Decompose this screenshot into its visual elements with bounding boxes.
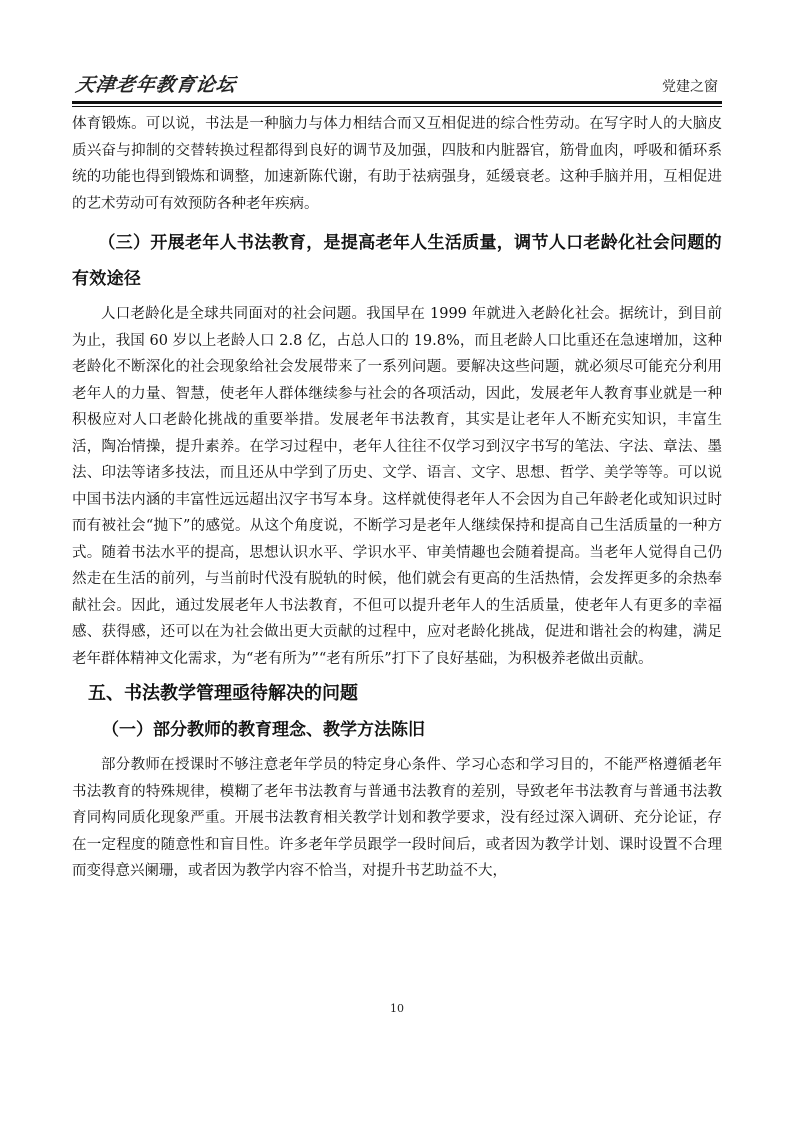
paragraph-aging: 人口老龄化是全球共同面对的社会问题。我国早在 1999 年就进入老龄化社会。据统计，到目前为止，我国 60 岁以上老龄人口 2.8 亿，占总人口的 19.8%，而且老龄人口比重还在急速增加，这种老龄化不断深化的社会现象给社会发展带来了一系列问题。要解决这些问题，就必须尽可能充分利用老年人的力量、智慧，使老年人群体继续参与社会的各项活动，因此，发展老年人教育事业就是一种积极应对人口老龄化挑战的重要举措。发展老年书法教育，其实是让老年人不断充实知识，丰富生活，陶冶情操，提升素养。在学习过程中，老年人往往不仅学习到汉字书写的笔法、字法、章法、墨法、印法等诸多技法，而且还从中学到了历史、文学、语言、文字、思想、哲学、美学等等。可以说中国书法内涵的丰富性远远超出汉字书写本身。这样就使得老年人不会因为自己年龄老化或知识过时而有被社会“抛下”的感觉。从这个角度说，不断学习是老年人继续保持和提高自己生活质量的一种方式。随着书法水平的提高，思想认识水平、学识水平、审美情趣也会随着提高。当老年人觉得自己仍然走在生活的前列，与当前时代没有脱轨的时候，他们就会有更高的生活热情，会发挥更多的余热奉献社会。因此，通过发展老年人书法教育，不但可以提升老年人的生活质量，使老年人有更多的幸福感、获得感，还可以在为社会做出更大贡献的过程中，应对老龄化挑战，促进和谐社会的构建，满足老年群体精神文化需求，为“老有所为”“老有所乐”打下了良好基础，为积极养老做出贡献。: [72, 306, 722, 667]
subheading-3: （三）开展老年人书法教育，是提高老年人生活质量，调节人口老龄化社会问题的有效途径: [72, 233, 722, 289]
header-rule-thin: [72, 106, 722, 107]
section-label: 党建之窗: [662, 79, 718, 95]
paragraph-continued: 体育锻炼。可以说，书法是一种脑力与体力相结合而又互相促进的综合性劳动。在写字时人的大脑皮质兴奋与抑制的交替转换过程都得到良好的调节及加强，四肢和内脏器官，筋骨血肉，呼吸和循环系统的功能也得到锻炼和调整，加速新陈代谢，有助于祛病强身，延缓衰老。这种手脑并用，互相促进的艺术劳动可有效预防各种老年疾病。: [72, 116, 722, 212]
header-rule-thick: [72, 101, 722, 104]
page-number: 10: [390, 1002, 404, 1015]
paragraph-teachers: 部分教师在授课时不够注意老年学员的特定身心条件、学习心态和学习目的，不能严格遵循老年书法教育的特殊规律，模糊了老年书法教育与普通书法教育的差别，导致老年书法教育与普通书法教育同构同质化现象严重。开展书法教育相关教学计划和教学要求，没有经过深入调研、充分论证，存在一定程度的随意性和盲目性。许多老年学员跟学一段时间后，或者因为教学计划、课时设置不合理而变得意兴阑珊，或者因为教学内容不恰当，对提升书艺助益不大，: [72, 757, 722, 879]
page-header: [72, 64, 722, 100]
publication-logo: 天津老年教育论坛: [74, 74, 238, 96]
subheading-1: （一）部分教师的教育理念、教学方法陈旧: [102, 720, 425, 740]
article-body: [72, 111, 722, 885]
section-heading-5: 五、书法教学管理亟待解决的问题: [88, 683, 358, 704]
